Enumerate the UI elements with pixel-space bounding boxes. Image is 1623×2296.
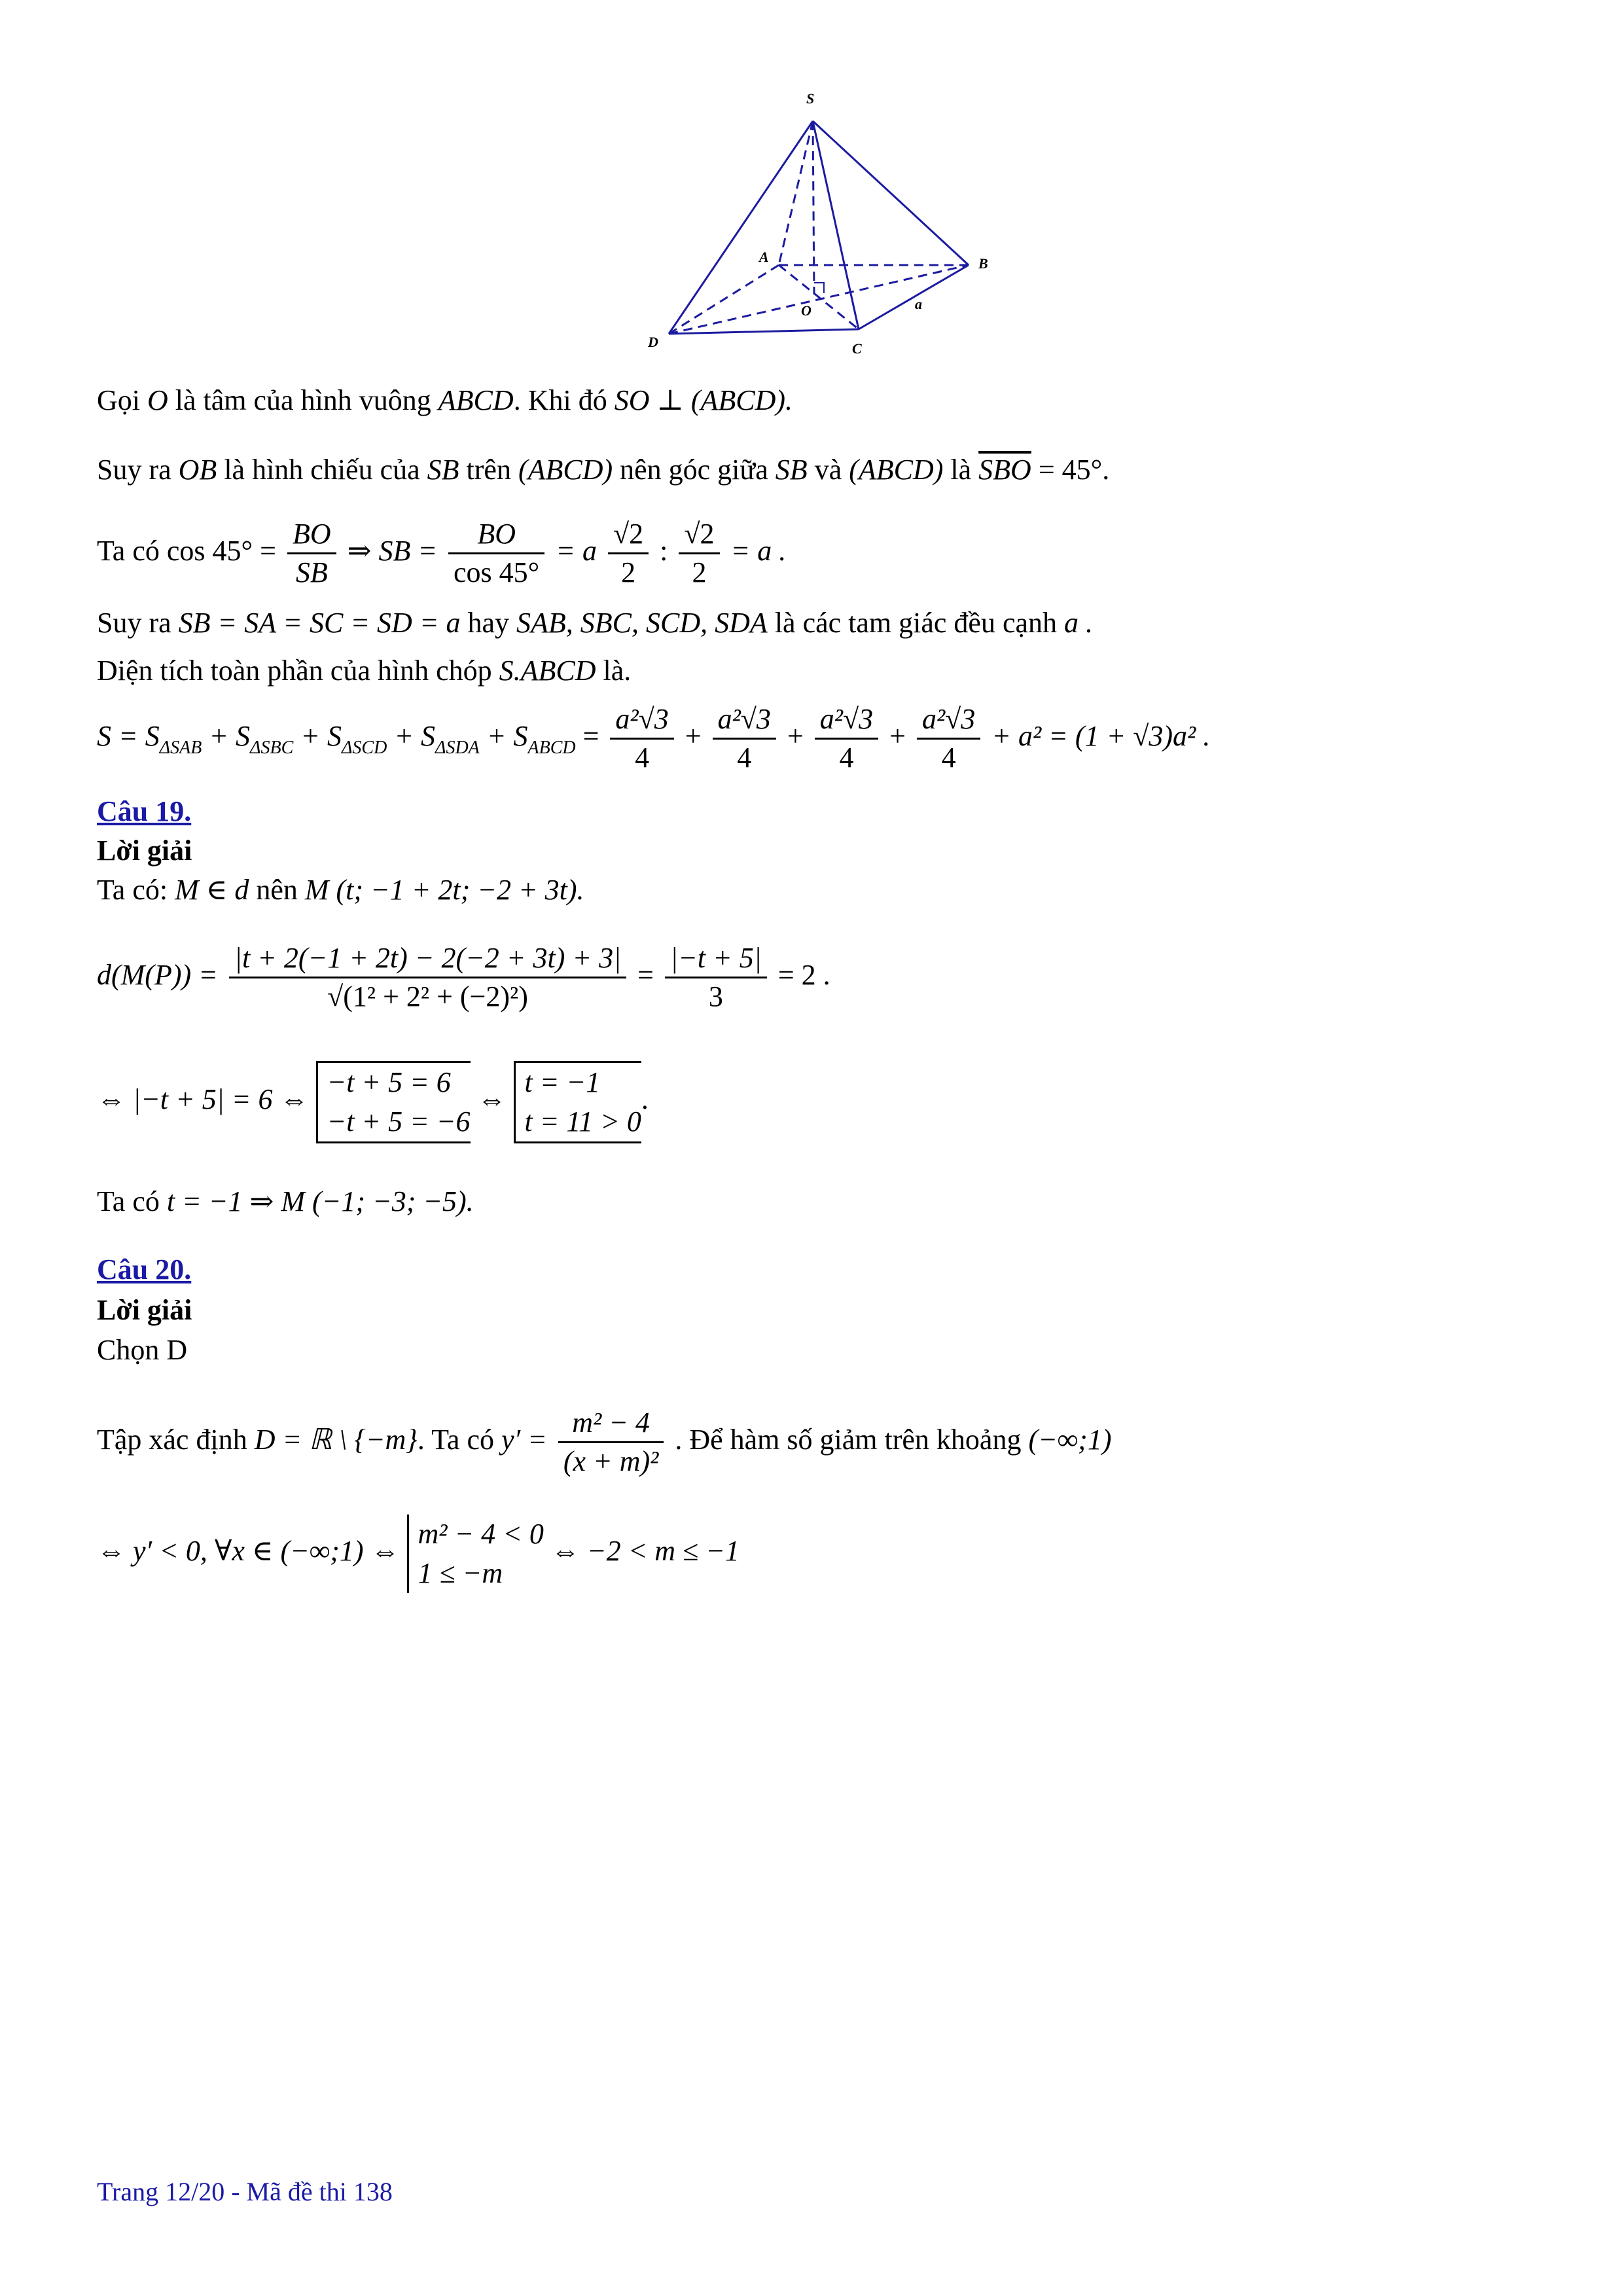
denominator: 2 [692,556,707,589]
fraction [679,516,719,591]
math: ABCD [438,384,514,416]
fraction [229,940,626,1015]
math: SB = SA = SC = SD = a [178,607,461,639]
edge-CB [859,265,969,329]
q20-chon: Chọn D [97,1334,188,1366]
s18-line6 [97,697,1210,787]
math: M ∈ d [175,874,249,906]
label-O: O [801,302,812,319]
math: ⇒ SB = [347,535,438,567]
label-D: D [648,334,658,350]
text: Suy ra [97,454,171,486]
denominator: cos 45° [454,556,540,589]
math: D = ℝ \ {−m} [254,1424,418,1456]
numerator: m² − 4 [558,1405,664,1443]
text: . Khi đó [513,384,607,416]
case: t = 11 > 0 [524,1105,641,1138]
math: + S [394,720,436,752]
subscript: ΔSAB [159,738,202,758]
math: S = S [97,720,160,752]
math: ⇔ y′ < 0, ∀x ∈ (−∞;1) ⇔ [97,1535,400,1567]
math: + [787,720,804,752]
math: S.ABCD [499,655,596,687]
case: m² − 4 < 0 [418,1517,544,1550]
numerator: √2 [608,516,649,554]
text: Ta có [97,535,160,567]
numerator: BO [287,516,336,554]
math-angle: $\overline{SBO}$ [978,454,1031,486]
math: d(M(P)) = [97,959,218,991]
fraction [665,940,767,1015]
math: = 45°. [1038,454,1110,486]
text: nên [256,874,298,906]
s18-line1 [97,381,793,420]
fraction [815,701,878,776]
text: nên góc giữa [620,454,768,486]
math: cos 45° = [166,535,276,567]
math: SO ⊥ (ABCD). [614,384,793,416]
denominator: SB [295,556,328,589]
numerator: BO [448,516,544,554]
text: . Để hàm số giảm trên khoảng [675,1424,1022,1456]
denominator: 2 [621,556,636,589]
case: t = −1 [524,1066,601,1098]
right-angle-marker [814,283,824,293]
math: (−∞;1) [1028,1424,1112,1456]
math: + a² = (1 + √3)a² . [991,720,1211,752]
denominator: 3 [708,980,723,1013]
math: ⇔ −2 < m ≤ −1 [550,1535,740,1567]
math: OB [178,454,217,486]
math: (ABCD) [518,454,613,486]
q19-line3 [97,1060,649,1143]
case-bracket [316,1061,471,1143]
text: là hình chiếu của [224,454,420,486]
case-bracket [514,1061,641,1143]
q19-line4 [97,1182,474,1221]
case-brace [407,1515,544,1593]
math: = 2 . [777,959,830,991]
pyramid-figure [641,85,1008,367]
math: = [637,959,654,991]
denominator: 4 [941,742,956,774]
text: Tập xác định [97,1424,247,1456]
math: ⇔ |−t + 5| = 6 ⇔ [97,1083,309,1115]
fraction [608,516,649,591]
subscript: ΔSCD [341,738,387,758]
q19-loi-giai: Lời giải [97,834,192,867]
text: là [950,454,972,486]
s18-line2 [97,450,1109,490]
q20-loi-giai: Lời giải [97,1294,192,1326]
q19-line2 [97,936,830,1015]
math: ⇔ [477,1083,507,1115]
label-C: C [852,340,862,357]
text: Diện tích toàn phần của hình chóp [97,655,492,687]
numerator: |t + 2(−1 + 2t) − 2(−2 + 3t) + 3| [229,940,626,978]
math: = a [556,535,597,567]
edge-DC [669,329,859,334]
numerator: a²√3 [917,701,980,740]
s18-line3 [97,512,786,591]
math: SB [775,454,808,486]
math: + S [300,720,342,752]
math: + [889,720,906,752]
q20-heading[interactable]: Câu 20. [97,1253,192,1285]
denominator: 4 [839,742,854,774]
math: SAB, SBC, SCD, SDA [516,607,768,639]
math: . [641,1083,649,1115]
math: + S [486,720,528,752]
case: −t + 5 = 6 [327,1066,451,1098]
subscript: ABCD [527,738,576,758]
s18-line5 [97,651,631,691]
subscript: ΔSBC [250,738,294,758]
numerator: a²√3 [713,701,776,740]
denominator: √(1² + 2² + (−2)²) [327,980,528,1013]
numerator: √2 [679,516,719,554]
label-A: A [759,249,769,265]
denominator: 4 [737,742,752,774]
edge-SD [669,121,813,334]
case: −t + 5 = −6 [327,1105,471,1138]
fraction [713,701,776,776]
text: là tâm của hình vuông [175,384,431,416]
height-SO [813,121,814,295]
text: . Ta có [417,1424,494,1456]
q19-line1 [97,870,584,910]
q20-line1 [97,1401,1111,1480]
math: y′ = [501,1424,547,1456]
text: là. [603,655,632,687]
math: t = −1 ⇒ M (−1; −3; −5). [166,1185,474,1217]
fraction [287,516,336,591]
edge-SB [813,121,969,265]
fraction [558,1405,664,1480]
numerator: |−t + 5| [665,940,767,978]
case: 1 ≤ −m [418,1556,503,1589]
math: : [660,535,668,567]
fraction [917,701,980,776]
math: SB [427,454,459,486]
s18-line4 [97,603,1093,643]
math: = [582,720,599,752]
text: Suy ra [97,607,171,639]
text: hay [467,607,510,639]
text: Ta có: [97,874,168,906]
diagonal-DB [669,265,969,334]
denominator: (x + m)² [563,1445,659,1478]
math: = a . [730,535,787,567]
math: a . [1064,607,1094,639]
q20-line2 [97,1512,740,1593]
q19-heading[interactable]: Câu 19. [97,795,192,827]
text: Ta có [97,1185,160,1217]
text: là các tam giác đều cạnh [774,607,1058,639]
label-S: S [806,90,815,107]
math: M (t; −1 + 2t; −2 + 3t). [304,874,584,906]
math: (ABCD) [849,454,944,486]
text: và [814,454,842,486]
edge-AD [669,265,779,334]
math: O [147,384,168,416]
label-B: B [978,255,988,272]
label-a: a [915,296,922,312]
denominator: 4 [635,742,650,774]
numerator: a²√3 [815,701,878,740]
numerator: a²√3 [610,701,673,740]
text: Gọi [97,384,140,416]
fraction [610,701,673,776]
math: + [685,720,702,752]
math: + S [209,720,251,752]
fraction [448,516,544,591]
edge-SA [779,121,813,265]
text: trên [466,454,511,486]
subscript: ΔSDA [435,738,480,758]
page-footer: Trang 12/20 - Mã đề thi 138 [97,2177,393,2206]
